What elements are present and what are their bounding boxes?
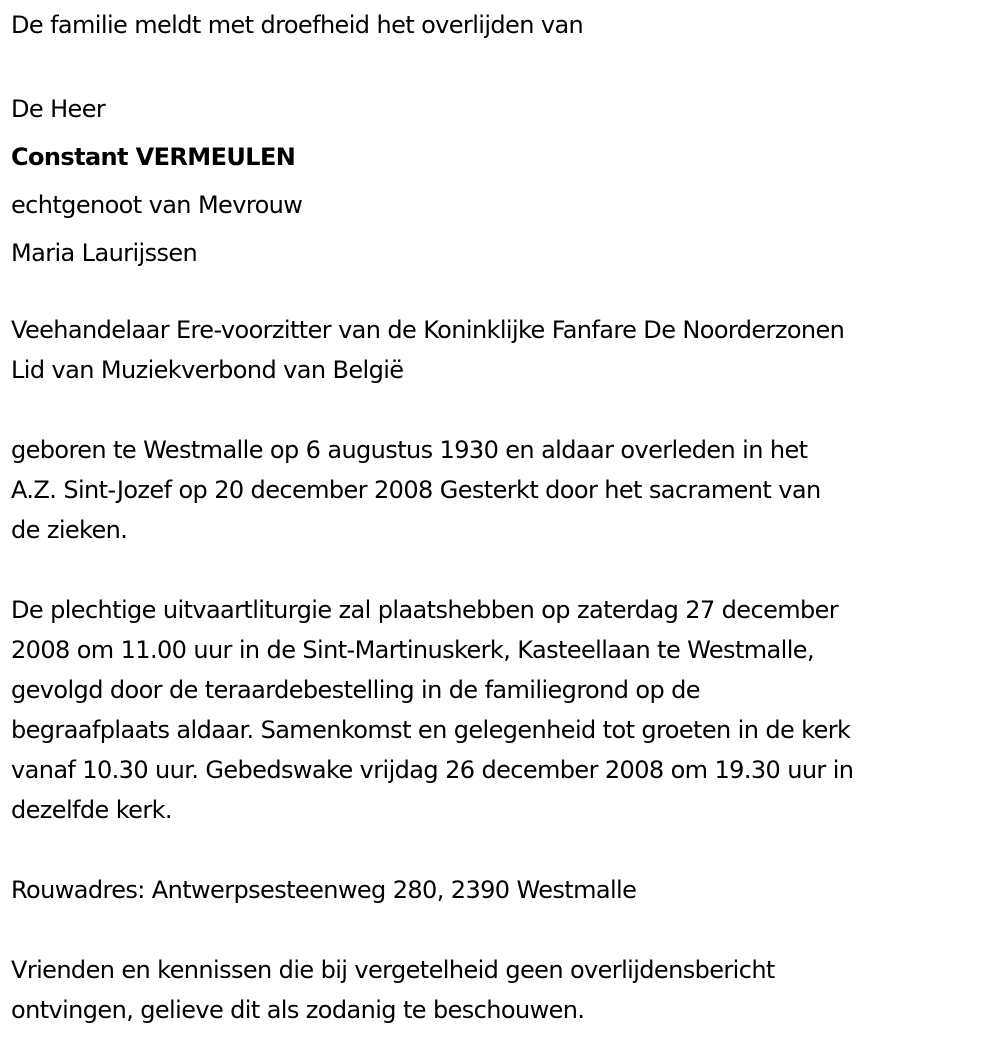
intro-text: De familie meldt met droefheid het overlijden van	[11, 11, 584, 39]
paragraph-line: De plechtige uitvaartliturgie zal plaatshebben op zaterdag 27 december	[11, 596, 839, 624]
mourning-address: Rouwadres: Antwerpsesteenweg 280, 2390 Westmalle	[11, 876, 637, 904]
spouse-line-2: Maria Laurijssen	[11, 239, 198, 267]
intro-block	[11, 5, 583, 45]
paragraph-line: ontvingen, gelieve dit als zodanig te beschouwen.	[11, 996, 585, 1024]
paragraph-line: Veehandelaar Ere-voorzitter van de Koninklijke Fanfare De Noorderzonen	[11, 316, 845, 344]
friends-notice-paragraph	[11, 950, 775, 1030]
honorific-title: De Heer	[11, 95, 106, 123]
paragraph-line: gevolgd door de teraardebestelling in de familiegrond op de	[11, 676, 700, 704]
deceased-block	[11, 85, 302, 277]
deceased-name: Constant VERMEULEN	[11, 143, 296, 171]
paragraph-line: Lid van Muziekverbond van België	[11, 356, 404, 384]
paragraph-line: dezelfde kerk.	[11, 796, 172, 824]
paragraph-line: Vrienden en kennissen die bij vergetelheid geen overlijdensbericht	[11, 956, 775, 984]
paragraph-line: A.Z. Sint-Jozef op 20 december 2008 Gesterkt door het sacrament van	[11, 476, 821, 504]
paragraph-line: de zieken.	[11, 516, 128, 544]
occupation-paragraph	[11, 310, 844, 390]
paragraph-line: vanaf 10.30 uur. Gebedswake vrijdag 26 december 2008 om 19.30 uur in	[11, 756, 854, 784]
birth-death-paragraph	[11, 430, 821, 550]
paragraph-line: geboren te Westmalle op 6 augustus 1930 en aldaar overleden in het	[11, 436, 808, 464]
paragraph-line: 2008 om 11.00 uur in de Sint-Martinuskerk, Kasteellaan te Westmalle,	[11, 636, 814, 664]
mourning-address-paragraph	[11, 870, 636, 910]
spouse-line-1: echtgenoot van Mevrouw	[11, 191, 303, 219]
funeral-paragraph	[11, 590, 853, 830]
paragraph-line: begraafplaats aldaar. Samenkomst en gelegenheid tot groeten in de kerk	[11, 716, 851, 744]
